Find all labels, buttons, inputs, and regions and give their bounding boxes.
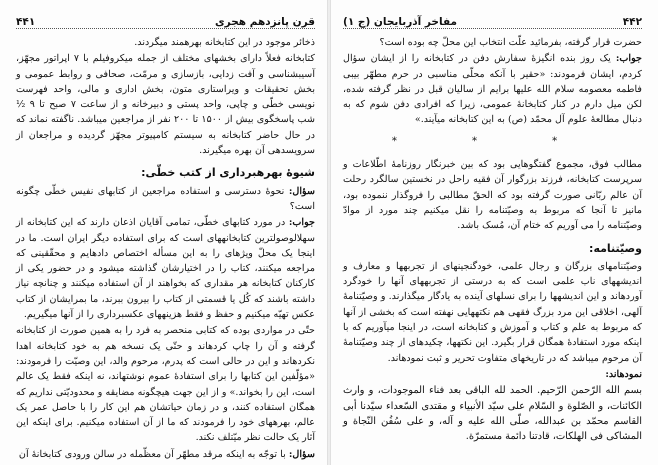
- page-number: ۴۴۲: [622, 16, 642, 28]
- question-label: سؤال:: [288, 448, 315, 460]
- left-page: [0, 0, 327, 465]
- paragraph: حتّی در مواردی بوده که کتابی منحصر به فرد را به همین صورت از کتابخانه گرفته و آن را چاپ کردهاند و حتّی یک نسخه هم به خود کتابخانه اهدا نکردهاند و این در حالی است که پدرم، مرحوم والد، این وصیّت را فرمودند: «مؤلّفین این کتابها را برای استفادهٔ عموم نوشتهاند، نه اینکه فقط یک عالم است، این را بخواند.» و از این جهت هیچگونه مضایقه و محدودیّتی نداریم که همگان استفاده کنند، و در زمان حیاتشان هم این کار را با حاصل عمر یک عالم، بهرههای خود را فرمودند که ما از آن استفاده میکنیم. برای اینکه این آثار یک حالت نظر میّتلف نکند.: [16, 325, 315, 444]
- left-page-body: [16, 35, 315, 462]
- question-paragraph: [16, 447, 315, 462]
- question-paragraph: [16, 184, 315, 215]
- right-page-header: [343, 6, 642, 29]
- answer-paragraph: [343, 51, 642, 127]
- answer-paragraph: [16, 215, 315, 322]
- arabic-paragraph: بسم الله الرّحمن الرّحیم. الحمد لله الباقی بعد فناء الموجودات، و وارث الکائنات، و الصّلوة و السّلام علی سیّد الأنبیاء و مقتدی السّعداء سیّدنا أبی القاسم محمّد بن عبدالله، صلّی الله علیه و آله، و علی سُفُن النّجاة و المشاکی فی الهلکات، قادتنا دائمة مستمرّة.: [343, 385, 642, 443]
- answer-label: جواب:: [288, 217, 315, 229]
- section-heading: وصیّتنامه:: [589, 241, 642, 255]
- answer-text: یک روز بنده انگیزهٔ سفارش دفن در کتابخانه را از ایشان سؤال کردم، ایشان فرمودند: «حقیر با آنکه محلّی مناسبی در حرم مطهّر بیبی فاطمه معصومه سلام الله علیها برایم از سالیان قبل در نظر گرفته شده، لکن میل دارم در کنار کتابخانهٔ عمومی، زیرا که افرادی دفن شوم که به دنبال مطالعهٔ علوم آل محمّد (ص) به این کتابخانه میآیند.»: [343, 53, 642, 126]
- question-label: سؤال:: [288, 185, 315, 197]
- paragraph: حضرت قرار گرفته، بفرمائید علّت انتخاب این محلّ چه بوده است؟: [379, 37, 642, 48]
- section-separator: * * *: [391, 135, 594, 147]
- section-heading: شیوهٔ بهرهبرداری از کتب خطّی:: [141, 166, 315, 180]
- paragraph: کتابخانه فعلاً دارای بخشهای مختلف از جمله میکروفیلم با ۷ اپراتور مجهّز، آسیبشناسی و آفت زدایی، بازسازی و مرمّت، صحافی و روابط عمومی و بخش تحقیقات و ویراستاری متون، بخش اداری و مالی، واحد فهرست نویسی خطّی و چاپی، واحد پستی و دبیرخانه و از ساعت ۷ صبح تا ۹ ½ شب پاسخگوی بیش از ۱۵۰۰ تا ۲۰۰ نفر از مراجعین میباشد. ناگفته نماند که در حال حاضر کتابخانه به سیستم کامپیوتر مجهّز گردیده و مراجعان از سرویسدهی آن بهره میگیرند.: [16, 53, 315, 157]
- paragraph: مطالب فوق، مجموع گفتگوهایی بود که بین خبرنگار روزنامهٔ اطّلاعات و سرپرست کتابخانه، فرزند بزرگوار آن فقیه راحل در نخستین سالگرد رحلت آن عالم ربّانی صورت گرفته بود که الحقّ مطالبی را فروگذار ننموده بود، مانیز تا آنجا که مربوط به وصیّتنامه را نقل میکنیم چند مورد از موادّ وصیّتنامه را می آوریم که ختام آن، مُسک باشد.: [343, 159, 642, 232]
- question-text: نحوهٔ دسترسی و استفاده مراجعین از کتابهای نفیس خطّی چگونه است؟: [16, 185, 315, 212]
- right-page-body: [343, 35, 642, 444]
- paragraph: وصیّتنامهای بزرگان و رجال علمی، خودگنجینهای از تجربهها و معارف و اندیشههای ناب علمی است که به درستی از تجربههای آنها را خودگرد آوردهاند و این اندیشهها را برای نسلهای آینده به یادگار میگذارند. و وصیّتنامهٔ آلهی، اخلاقی این مرد بزرگ فقهی هم نکتههایی نهفته است که بخشی از آنها که مربوط به علم و کتاب و آموزش و کتابخانه است، در اینجا میآوریم که با اینکه مورد استفادهٔ همگان قرار بگیرد. این نکتهها، چکیدهای از چند وصیّتنامهٔ آن مرحوم میباشد که در تاریخهای متفاوت تحریر و ثبت نمودهاند.: [343, 260, 642, 364]
- running-title: مفاخر آذربایجان (ج ۱): [343, 16, 457, 28]
- answer-text: در مورد کتابهای خطّی، تمامی آقایان اذعان دارند که این کتابخانه از سهلالوصولترین کتابخانههای است که برای استفاده دیگر ایران است. ما در اینجا یک محلّ ویژهای را به این مسأله اختصاص دادهایم و محقّقینی که مراجعه میکنند، کتاب را در اختیارشان گذاشته میشود و در حضور یکی از کارکنان کتابخانه هر مقداری که بخواهند از آن استفاده میکنند و چنانچه نیاز داشته باشند که کُل یا قسمتی از کتاب را بیرون ببرند، ما بمرایشان از کتاب عکس تهیّه میکنیم و حفظ و فقط هزینههای عکسبرداری را از آنها میگیریم.: [16, 217, 315, 321]
- paragraph: ذخائر موجود در این کتابخانه بهرهمند میگردند.: [134, 37, 315, 48]
- question-text: با توجّه به اینکه مرقد مطهّر آن معظّمله در سالن ورودی کتابخانهٔ آن: [18, 448, 286, 460]
- running-title: قرن پانزدهم هجری: [215, 16, 315, 28]
- page-number: ۴۴۱: [16, 16, 36, 28]
- left-page-header: [16, 6, 315, 29]
- answer-label: جواب:: [615, 53, 642, 65]
- right-page: [331, 0, 658, 465]
- paragraph-label: نمودهاند:: [605, 368, 642, 380]
